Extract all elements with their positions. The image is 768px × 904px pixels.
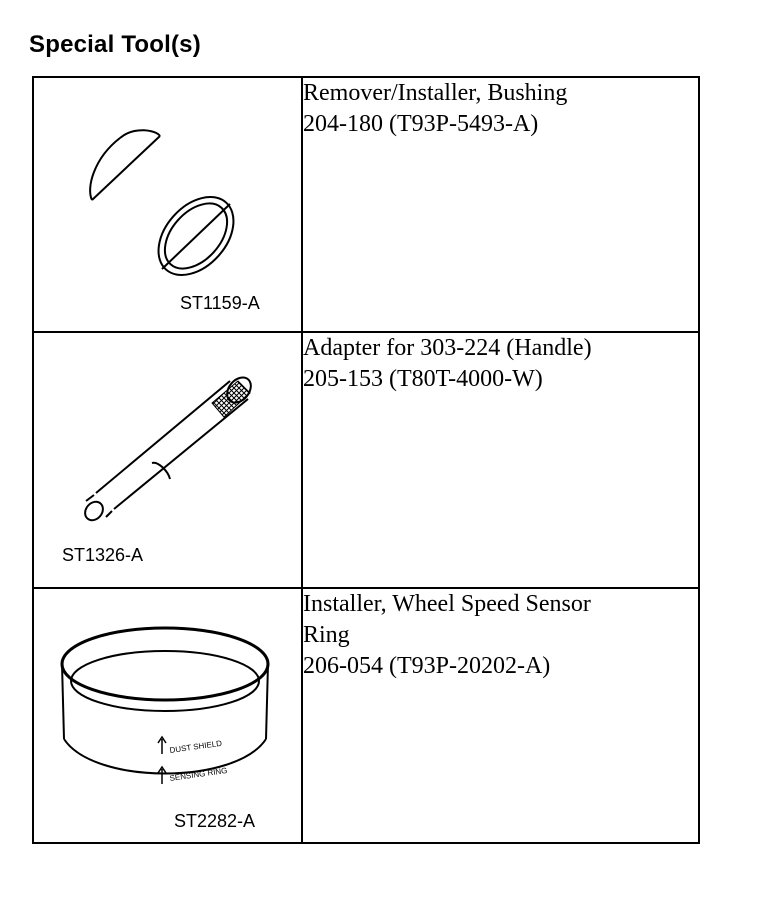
- tool-name: Remover/Installer, Bushing: [303, 80, 568, 106]
- dust-shield-label: DUST SHIELD: [169, 738, 223, 755]
- tool-name-line1: Installer, Wheel Speed Sensor: [303, 591, 591, 617]
- tool-description-cell: [302, 332, 699, 588]
- table-row: [33, 332, 699, 588]
- special-tools-table: [32, 76, 700, 844]
- installer-ring-illustration: [34, 589, 301, 842]
- table-row: [33, 77, 699, 332]
- illustration-code: ST1326-A: [62, 545, 144, 565]
- tool-name-line2: Ring: [303, 622, 350, 648]
- tool-description-cell: [302, 77, 699, 332]
- tool-image-cell: [33, 588, 302, 843]
- page-title: Special Tool(s): [29, 31, 201, 58]
- tool-description-cell: [302, 588, 699, 843]
- illustration-code: ST2282-A: [174, 811, 256, 831]
- bushing-tool-illustration: [34, 78, 301, 331]
- table-row: [33, 588, 699, 843]
- tool-name: Adapter for 303-224 (Handle): [303, 335, 592, 361]
- tool-part-number: 206-054 (T93P-20202-A): [303, 653, 551, 679]
- tool-part-number: 205-153 (T80T-4000-W): [303, 366, 543, 392]
- tool-part-number: 204-180 (T93P-5493-A): [303, 111, 539, 137]
- tool-image-cell: [33, 77, 302, 332]
- tool-image-cell: [33, 332, 302, 588]
- sensing-ring-label: SENSING RING: [169, 765, 228, 783]
- illustration-code: ST1159-A: [180, 293, 260, 313]
